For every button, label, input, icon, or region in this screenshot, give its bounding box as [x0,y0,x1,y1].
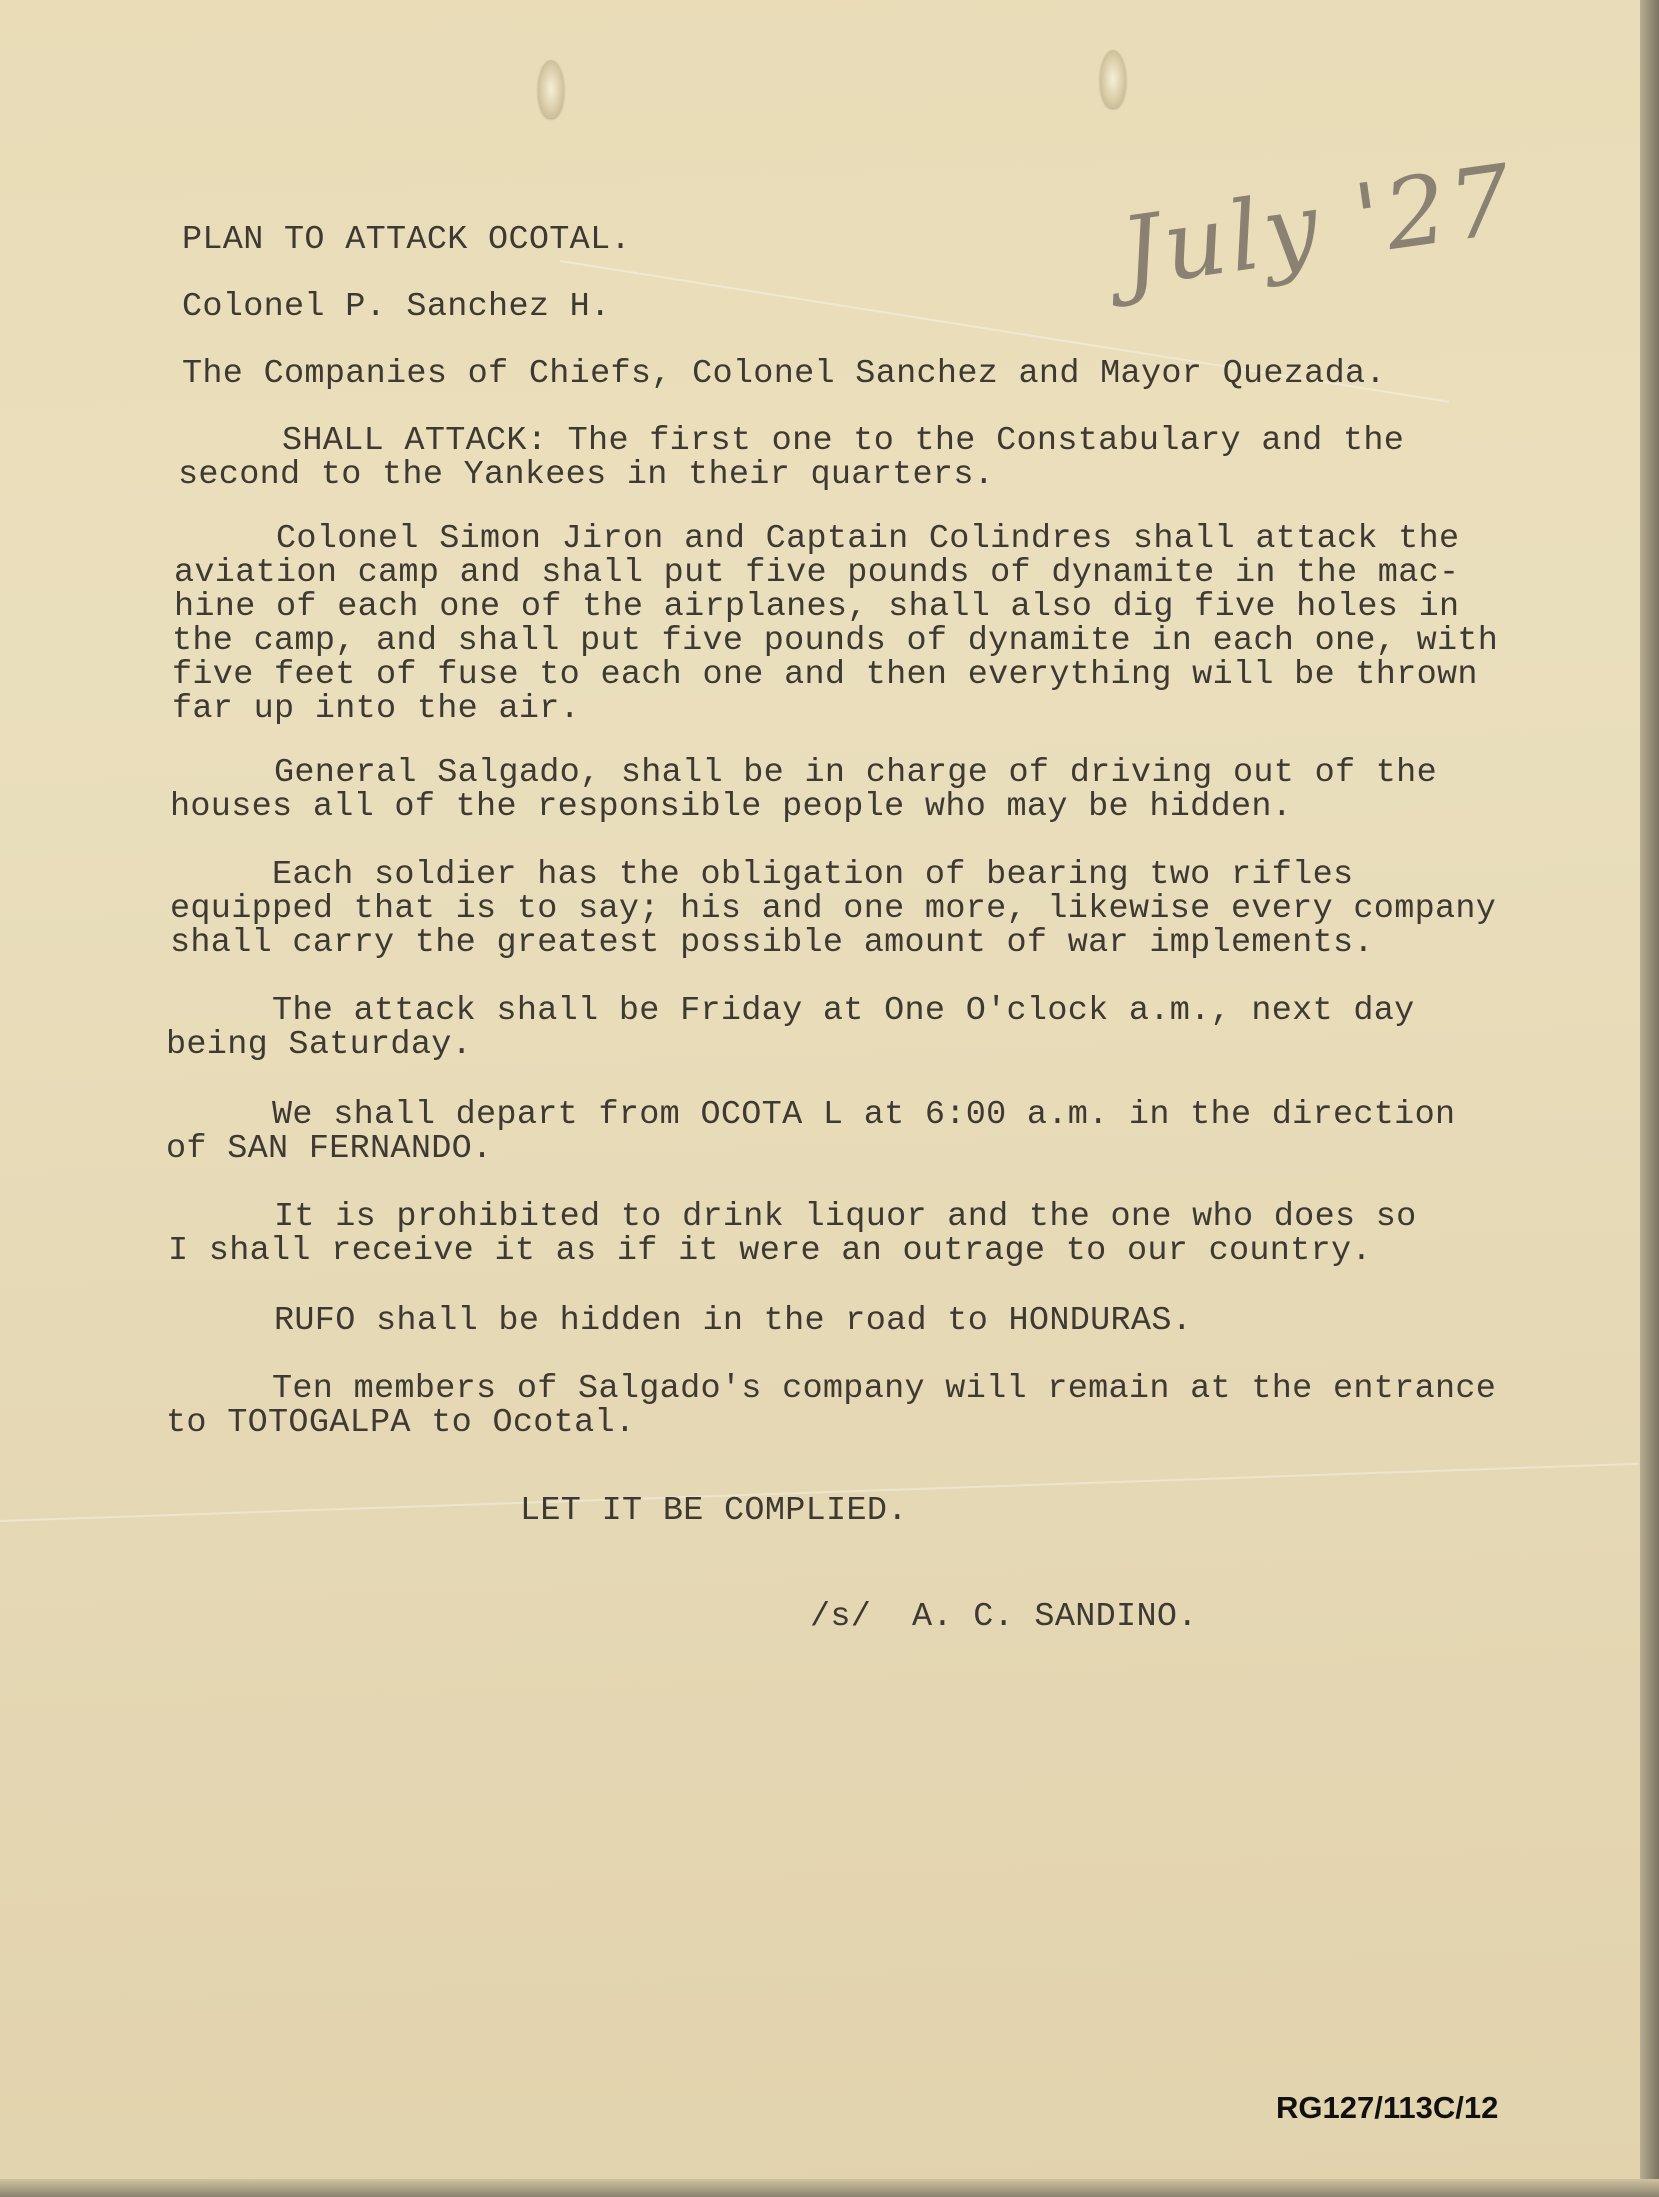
paragraph-line: Ten members of Salgado's company will remain at the entrance [272,1370,1497,1408]
paragraph-line: five feet of fuse to each one and then everything will be thrown [172,656,1478,694]
paragraph-line: We shall depart from OCOTA L at 6:00 a.m. in the direction [272,1096,1456,1134]
paragraph-line: It is prohibited to drink liquor and the one who does so [274,1198,1417,1236]
paragraph-line: equipped that is to say; his and one more, likewise every company [170,890,1497,928]
paragraph-line: RUFO shall be hidden in the road to HONDURAS. [274,1302,1193,1340]
paragraph-line: the camp, and shall put five pounds of dynamite in each one, with [172,622,1499,660]
paragraph-line: to TOTOGALPA to Ocotal. [166,1404,636,1442]
paragraph-line: Each soldier has the obligation of bearing two rifles [272,856,1354,894]
paragraph-line: hine of each one of the airplanes, shall also dig five holes in [174,588,1460,626]
paragraph-line: SHALL ATTACK: The first one to the Constabulary and the [282,422,1405,460]
paragraph-line: shall carry the greatest possible amount of war implements. [170,924,1374,962]
paragraph-line: The attack shall be Friday at One O'clock a.m., next day [272,992,1415,1030]
signature: /s/ A. C. SANDINO. [810,1598,1198,1636]
paragraph-line: General Salgado, shall be in charge of driving out of the [274,754,1437,792]
page-edge-shadow [0,2179,1659,2197]
paragraph-line: houses all of the responsible people who may be hidden. [170,788,1293,826]
paragraph-line: of SAN FERNANDO. [166,1130,493,1168]
page-edge-shadow [1640,0,1659,2197]
punch-hole [1100,50,1126,108]
closing-line: LET IT BE COMPLIED. [520,1492,908,1530]
paragraph-line: being Saturday. [166,1026,473,1064]
punch-hole [538,60,564,118]
archive-reference: RG127/113C/12 [1276,2090,1499,2125]
paragraph-line: second to the Yankees in their quarters. [178,456,995,494]
addressee: Colonel P. Sanchez H. [182,288,611,326]
paragraph-line: Colonel Simon Jiron and Captain Colindres shall attack the [276,520,1460,558]
paragraph-line: far up into the air. [172,690,581,728]
document-title: PLAN TO ATTACK OCOTAL. [182,221,631,259]
recipients: The Companies of Chiefs, Colonel Sanchez and Mayor Quezada. [182,355,1386,393]
handwritten-date: July '27 [1114,142,1523,310]
paragraph-line: I shall receive it as if it were an outrage to our country. [168,1232,1372,1270]
paragraph-line: aviation camp and shall put five pounds of dynamite in the mac- [174,554,1460,592]
